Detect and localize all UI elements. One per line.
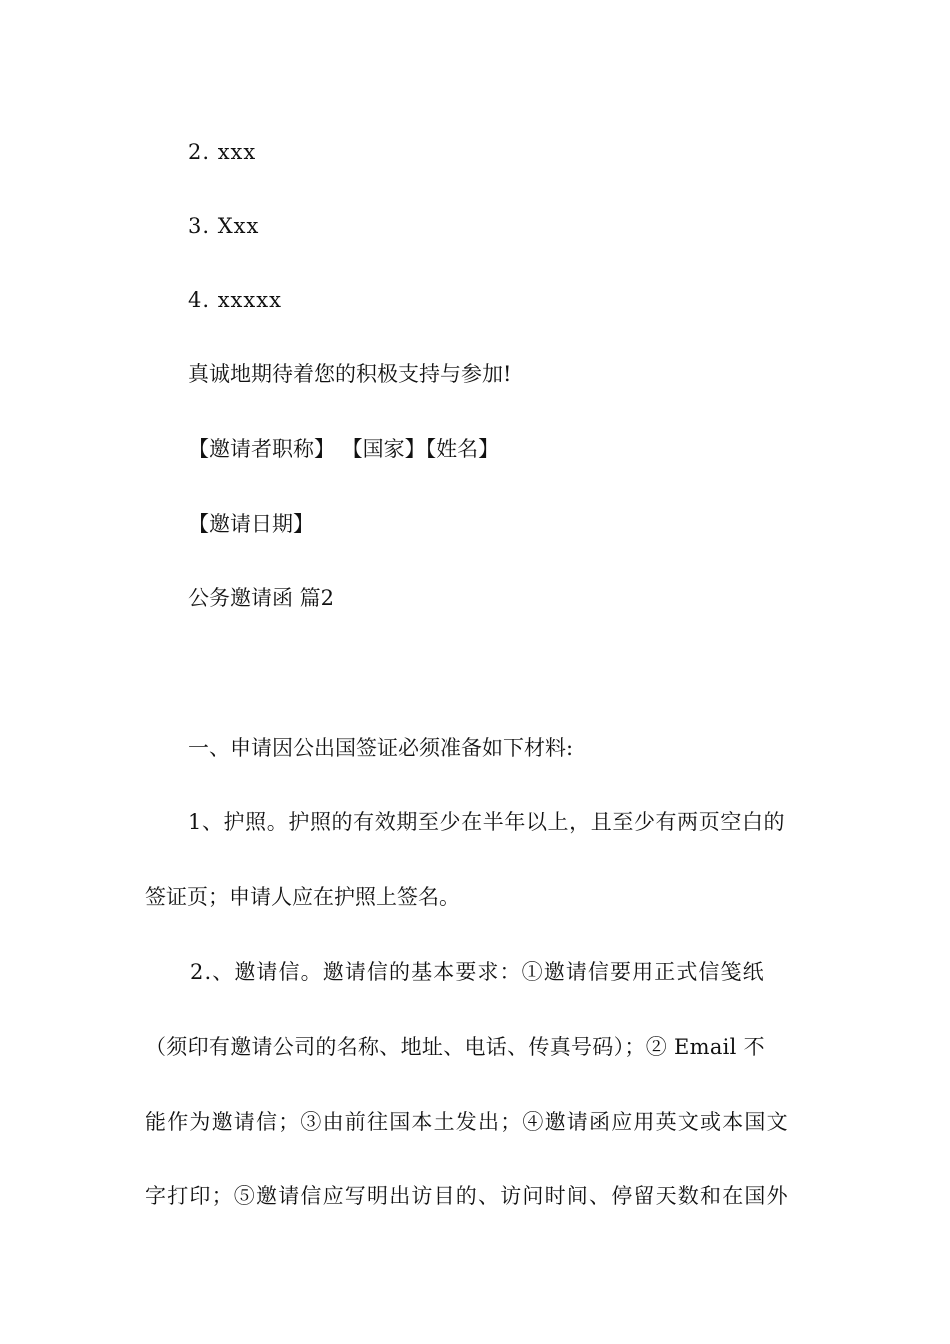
signature-placeholder: 【邀请者职称】 【国家】【姓名】 [188,437,500,461]
paragraph-line: （须印有邀请公司的名称、地址、电话、传真号码）；② Email 不 [145,1035,765,1059]
list-item-4: 4. xxxxx [188,288,282,312]
list-item-3: 3. Xxx [188,214,260,238]
closing-line: 真诚地期待着您的积极支持与参加! [188,362,512,386]
date-placeholder: 【邀请日期】 [188,512,314,536]
paragraph-line: 字打印；⑤邀请信应写明出访目的、访问时间、停留天数和在国外 [145,1184,789,1208]
paragraph-line: 2.、邀请信。邀请信的基本要求：①邀请信要用正式信笺纸 [190,960,765,984]
requirements-heading: 一、申请因公出国签证必须准备如下材料: [188,736,574,760]
paragraph-line: 能作为邀请信；③由前往国本土发出；④邀请函应用英文或本国文 [145,1110,789,1134]
paragraph-line: 签证页；申请人应在护照上签名。 [145,885,460,909]
section-heading: 公务邀请函 篇2 [188,586,335,610]
list-item-2: 2. xxx [188,140,257,164]
paragraph-line: 1、护照。护照的有效期至少在半年以上，且至少有两页空白的 [188,810,786,834]
